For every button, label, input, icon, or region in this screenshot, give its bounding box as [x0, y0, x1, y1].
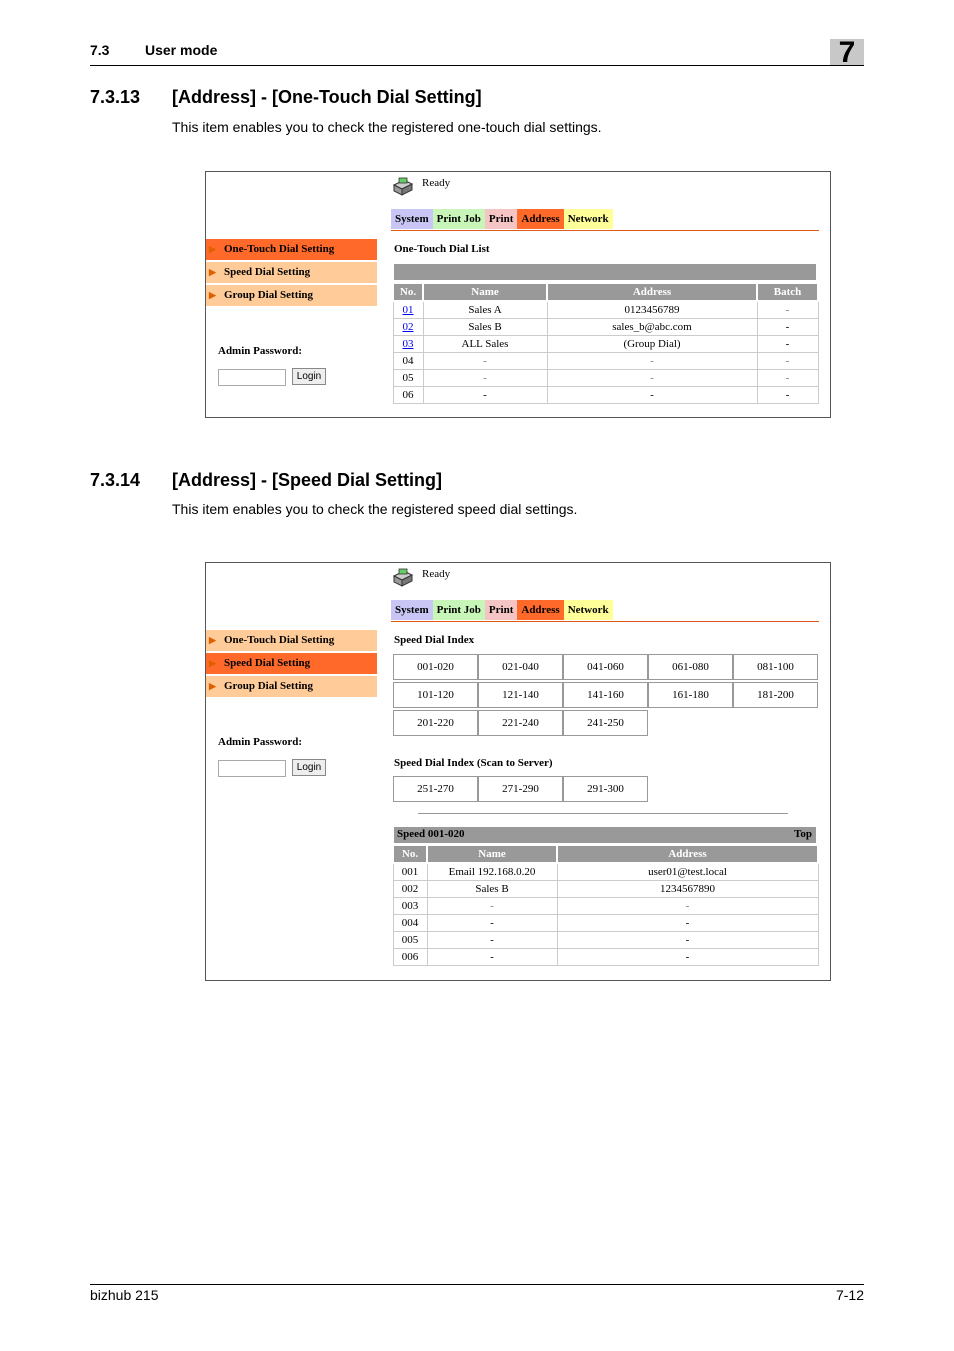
tab-underline: [391, 230, 819, 231]
index-link[interactable]: 221-240: [478, 710, 563, 736]
table-row: [393, 915, 818, 932]
cell-batch: -: [757, 353, 818, 370]
cell-address: -: [547, 387, 757, 404]
screenshot-speed-dial: [205, 562, 831, 981]
cell-name: ALL Sales: [423, 336, 547, 353]
cell-name: -: [427, 949, 557, 966]
tab-underline: [391, 621, 819, 622]
cell-no: 006: [393, 949, 427, 966]
col-batch: Batch: [757, 283, 818, 301]
cell-no: 004: [393, 915, 427, 932]
cell-address: sales_b@abc.com: [547, 319, 757, 336]
tab-address[interactable]: Address: [517, 209, 563, 229]
tab-print[interactable]: Print: [485, 209, 517, 229]
triangle-right-icon: ▶: [209, 681, 216, 691]
one-touch-table: [392, 282, 819, 404]
menu-speed-dial[interactable]: [206, 653, 377, 674]
status-ready: Ready: [422, 568, 451, 580]
tab-network[interactable]: Network: [564, 600, 613, 620]
cell-name: -: [423, 353, 547, 370]
index-link[interactable]: 061-080: [648, 654, 733, 680]
header-rule: [90, 65, 864, 66]
cell-batch: -: [757, 301, 818, 319]
tab-print[interactable]: Print: [485, 600, 517, 620]
section-title: [Address] - [One-Touch Dial Setting]: [172, 87, 482, 107]
index-link[interactable]: 141-160: [563, 682, 648, 708]
admin-password-label: Admin Password:: [218, 736, 303, 748]
status-ready: Ready: [422, 177, 451, 189]
col-address: Address: [547, 283, 757, 301]
login-button[interactable]: Login: [292, 759, 326, 776]
cell-name: -: [427, 898, 557, 915]
header-section-title: User mode: [145, 42, 218, 58]
tab-address[interactable]: Address: [517, 600, 563, 620]
col-name: Name: [423, 283, 547, 301]
screenshot-one-touch: [205, 171, 831, 418]
menu-group-dial[interactable]: [206, 676, 377, 697]
cell-name: Sales B: [427, 881, 557, 898]
section-description: This item enables you to check the registered speed dial settings.: [172, 501, 578, 517]
cell-name: Sales A: [423, 301, 547, 319]
login-button[interactable]: Login: [292, 368, 326, 385]
cell-address: (Group Dial): [547, 336, 757, 353]
cell-name: -: [423, 370, 547, 387]
top-link[interactable]: Top: [794, 828, 812, 840]
cell-no: 003: [393, 898, 427, 915]
col-no: No.: [393, 845, 427, 863]
cell-no: 002: [393, 881, 427, 898]
index-link[interactable]: 251-270: [393, 776, 478, 802]
section-title: [Address] - [Speed Dial Setting]: [172, 470, 443, 490]
cell-name: -: [427, 915, 557, 932]
index-link[interactable]: 271-290: [478, 776, 563, 802]
triangle-right-icon: ▶: [209, 244, 216, 254]
table-row: [393, 863, 818, 881]
tab-system[interactable]: System: [391, 209, 433, 229]
cell-batch: -: [757, 387, 818, 404]
table-row: [393, 949, 818, 966]
triangle-right-icon: ▶: [209, 290, 216, 300]
cell-name: Sales B: [423, 319, 547, 336]
list-header-bar: [394, 264, 816, 280]
index-link[interactable]: 291-300: [563, 776, 648, 802]
col-name: Name: [427, 845, 557, 863]
table-row: [393, 898, 818, 915]
index-link[interactable]: 161-180: [648, 682, 733, 708]
chapter-number: 7: [838, 36, 856, 69]
cell-address: -: [547, 353, 757, 370]
tab-system[interactable]: System: [391, 600, 433, 620]
menu-one-touch-dial[interactable]: [206, 630, 377, 651]
table-row: [393, 370, 818, 387]
cell-address: -: [557, 915, 818, 932]
printer-icon: [392, 177, 414, 197]
speed-table: [392, 844, 819, 966]
footer-page-number: 7-12: [835, 1287, 864, 1303]
cell-address: -: [557, 932, 818, 949]
cell-no: 005: [393, 932, 427, 949]
menu-label: Group Dial Setting: [224, 680, 314, 692]
cell-address: 0123456789: [547, 301, 757, 319]
cell-name: -: [427, 932, 557, 949]
index-link[interactable]: 241-250: [563, 710, 648, 736]
cell-name: Email 192.168.0.20: [427, 863, 557, 881]
footer-rule: [90, 1284, 864, 1285]
header-section-number: 7.3: [90, 42, 110, 58]
menu-speed-dial[interactable]: [206, 262, 377, 283]
table-row: [393, 319, 818, 336]
table-row: [393, 353, 818, 370]
menu-one-touch-dial[interactable]: [206, 239, 377, 260]
cell-name: -: [423, 387, 547, 404]
index-link[interactable]: 101-120: [393, 682, 478, 708]
cell-address: -: [547, 370, 757, 387]
divider: [418, 813, 788, 814]
index-link[interactable]: 201-220: [393, 710, 478, 736]
table-row: [393, 881, 818, 898]
index-link[interactable]: 001-020: [393, 654, 478, 680]
table-row: [393, 336, 818, 353]
printer-icon: [392, 568, 414, 588]
footer-product: bizhub 215: [90, 1287, 159, 1303]
cell-address: -: [557, 949, 818, 966]
index-link[interactable]: 081-100: [733, 654, 818, 680]
menu-label: One-Touch Dial Setting: [224, 243, 335, 255]
table-row: [393, 387, 818, 404]
one-touch-list-title: One-Touch Dial List: [394, 243, 490, 255]
col-no: No.: [393, 283, 423, 301]
index-link[interactable]: 121-140: [478, 682, 563, 708]
triangle-right-icon: ▶: [209, 635, 216, 645]
cell-address: -: [557, 898, 818, 915]
menu-label: One-Touch Dial Setting: [224, 634, 335, 646]
cell-no: 04: [393, 353, 423, 370]
cell-no: 05: [393, 370, 423, 387]
cell-batch: -: [757, 370, 818, 387]
tab-print-job[interactable]: Print Job: [433, 600, 485, 620]
index-link[interactable]: 041-060: [563, 654, 648, 680]
index-link[interactable]: 181-200: [733, 682, 818, 708]
scan-index-title: Speed Dial Index (Scan to Server): [394, 757, 553, 769]
entry-link[interactable]: 01: [402, 304, 414, 316]
section-description: This item enables you to check the registered one-touch dial settings.: [172, 119, 602, 135]
col-address: Address: [557, 845, 818, 863]
speed-table-title: Speed 001-020: [397, 828, 465, 840]
tab-bar: [391, 600, 613, 620]
triangle-right-icon: ▶: [209, 267, 216, 277]
entry-link[interactable]: 02: [402, 321, 414, 333]
entry-link[interactable]: 03: [402, 338, 414, 350]
section-number: 7.3.13: [90, 87, 141, 107]
table-row: [393, 932, 818, 949]
tab-print-job[interactable]: Print Job: [433, 209, 485, 229]
table-header-row: [393, 283, 818, 301]
admin-password-label: Admin Password:: [218, 345, 303, 357]
cell-batch: -: [757, 336, 818, 353]
tab-bar: [391, 209, 613, 229]
section-number: 7.3.14: [90, 470, 141, 490]
menu-label: Group Dial Setting: [224, 289, 314, 301]
table-header-row: [393, 845, 818, 863]
admin-password-input[interactable]: [218, 369, 286, 386]
tab-network[interactable]: Network: [564, 209, 613, 229]
cell-batch: -: [757, 319, 818, 336]
menu-label: Speed Dial Setting: [224, 266, 311, 278]
admin-password-input[interactable]: [218, 760, 286, 777]
menu-group-dial[interactable]: [206, 285, 377, 306]
cell-address: 1234567890: [557, 881, 818, 898]
cell-no: 06: [393, 387, 423, 404]
menu-label: Speed Dial Setting: [224, 657, 311, 669]
table-row: [393, 301, 818, 319]
cell-no: 001: [393, 863, 427, 881]
speed-index-title: Speed Dial Index: [394, 634, 475, 646]
cell-address: user01@test.local: [557, 863, 818, 881]
triangle-right-icon: ▶: [209, 658, 216, 668]
index-link[interactable]: 021-040: [478, 654, 563, 680]
